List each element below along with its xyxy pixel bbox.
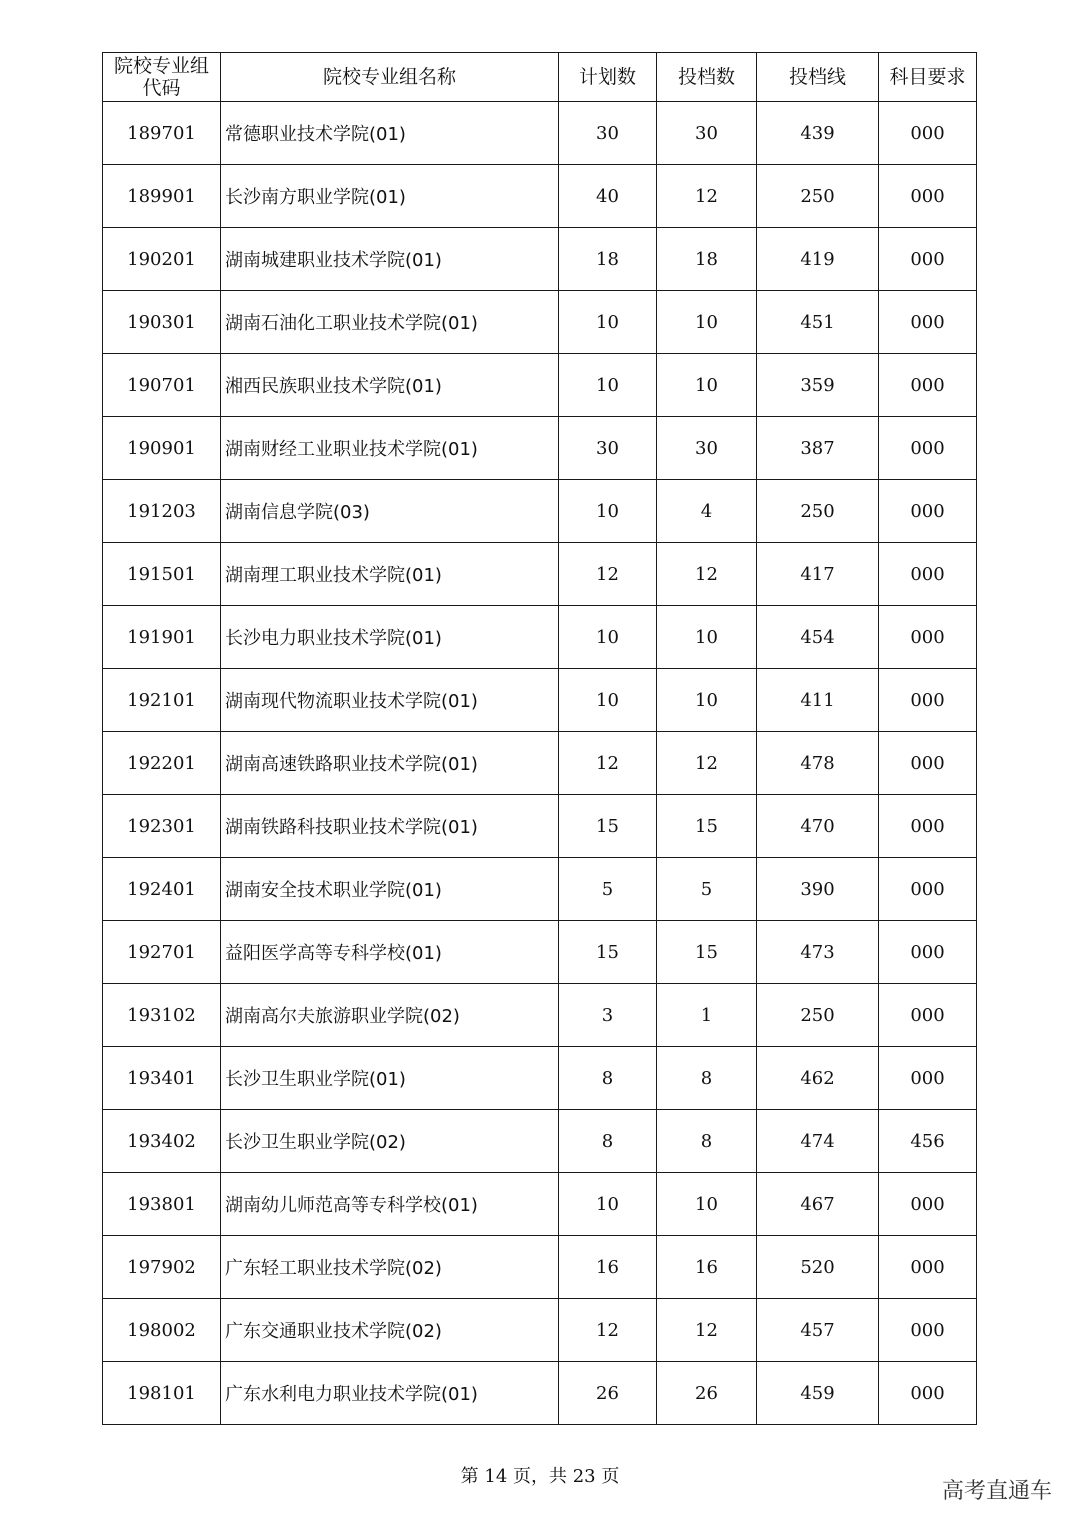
- cell-group-name: 广东水利电力职业技术学院(01): [221, 1362, 559, 1425]
- table-row: [103, 1110, 977, 1173]
- cell-plan-count: 10: [559, 480, 657, 543]
- cell-subject-requirement: 000: [879, 291, 977, 354]
- cell-admitted-count: 10: [657, 1173, 757, 1236]
- cell-admitted-count: 18: [657, 228, 757, 291]
- cell-group-name: 长沙卫生职业学院(01): [221, 1047, 559, 1110]
- cell-subject-requirement: 000: [879, 480, 977, 543]
- cell-group-code: 192101: [103, 669, 221, 732]
- cell-admitted-count: 12: [657, 1299, 757, 1362]
- cell-group-code: 190201: [103, 228, 221, 291]
- cell-cutoff-score: 250: [757, 165, 879, 228]
- table-row: [103, 669, 977, 732]
- table-row: [103, 984, 977, 1047]
- cell-cutoff-score: 411: [757, 669, 879, 732]
- cell-cutoff-score: 390: [757, 858, 879, 921]
- table-row: [103, 354, 977, 417]
- cell-subject-requirement: 000: [879, 1299, 977, 1362]
- cell-subject-requirement: 000: [879, 543, 977, 606]
- table-row: [103, 1173, 977, 1236]
- cell-plan-count: 8: [559, 1047, 657, 1110]
- cell-group-code: 193401: [103, 1047, 221, 1110]
- cell-group-code: 193402: [103, 1110, 221, 1173]
- cell-group-name: 广东交通职业技术学院(02): [221, 1299, 559, 1362]
- table-header-row: [103, 53, 977, 102]
- cell-group-code: 198002: [103, 1299, 221, 1362]
- cell-group-code: 193102: [103, 984, 221, 1047]
- cell-admitted-count: 10: [657, 291, 757, 354]
- cell-plan-count: 3: [559, 984, 657, 1047]
- cell-subject-requirement: 000: [879, 1362, 977, 1425]
- cell-group-code: 193801: [103, 1173, 221, 1236]
- cell-plan-count: 30: [559, 417, 657, 480]
- cell-plan-count: 8: [559, 1110, 657, 1173]
- header-plan-count: 计划数: [559, 53, 657, 102]
- cell-admitted-count: 5: [657, 858, 757, 921]
- cell-admitted-count: 30: [657, 102, 757, 165]
- table-row: [103, 417, 977, 480]
- cell-plan-count: 18: [559, 228, 657, 291]
- cell-group-code: 191203: [103, 480, 221, 543]
- cell-cutoff-score: 474: [757, 1110, 879, 1173]
- cell-subject-requirement: 000: [879, 858, 977, 921]
- cell-admitted-count: 30: [657, 417, 757, 480]
- cell-group-code: 197902: [103, 1236, 221, 1299]
- cell-group-name: 广东轻工职业技术学院(02): [221, 1236, 559, 1299]
- cell-plan-count: 16: [559, 1236, 657, 1299]
- cell-subject-requirement: 000: [879, 354, 977, 417]
- cell-group-name: 湖南幼儿师范高等专科学校(01): [221, 1173, 559, 1236]
- cell-group-name: 湖南石油化工职业技术学院(01): [221, 291, 559, 354]
- cell-group-code: 198101: [103, 1362, 221, 1425]
- cell-group-code: 192401: [103, 858, 221, 921]
- cell-cutoff-score: 478: [757, 732, 879, 795]
- cell-group-name: 湖南信息学院(03): [221, 480, 559, 543]
- cell-admitted-count: 10: [657, 606, 757, 669]
- cell-plan-count: 40: [559, 165, 657, 228]
- header-group-name: 院校专业组名称: [221, 53, 559, 102]
- table-row: [103, 102, 977, 165]
- cell-cutoff-score: 457: [757, 1299, 879, 1362]
- cell-group-code: 191901: [103, 606, 221, 669]
- cell-subject-requirement: 000: [879, 417, 977, 480]
- cell-cutoff-score: 467: [757, 1173, 879, 1236]
- cell-group-name: 益阳医学高等专科学校(01): [221, 921, 559, 984]
- cell-admitted-count: 15: [657, 921, 757, 984]
- cell-group-name: 湖南现代物流职业技术学院(01): [221, 669, 559, 732]
- cell-group-name: 湘西民族职业技术学院(01): [221, 354, 559, 417]
- cell-admitted-count: 26: [657, 1362, 757, 1425]
- cell-cutoff-score: 473: [757, 921, 879, 984]
- cell-admitted-count: 12: [657, 165, 757, 228]
- cell-group-code: 189901: [103, 165, 221, 228]
- cell-admitted-count: 10: [657, 669, 757, 732]
- cell-plan-count: 10: [559, 669, 657, 732]
- cell-cutoff-score: 459: [757, 1362, 879, 1425]
- cell-group-code: 189701: [103, 102, 221, 165]
- admission-table: [102, 52, 977, 1425]
- cell-plan-count: 12: [559, 732, 657, 795]
- table-row: [103, 543, 977, 606]
- cell-group-name: 长沙电力职业技术学院(01): [221, 606, 559, 669]
- cell-plan-count: 12: [559, 543, 657, 606]
- cell-admitted-count: 8: [657, 1047, 757, 1110]
- cell-group-name: 湖南财经工业职业技术学院(01): [221, 417, 559, 480]
- cell-subject-requirement: 456: [879, 1110, 977, 1173]
- cell-admitted-count: 16: [657, 1236, 757, 1299]
- cell-group-code: 190701: [103, 354, 221, 417]
- cell-admitted-count: 1: [657, 984, 757, 1047]
- cell-plan-count: 12: [559, 1299, 657, 1362]
- cell-admitted-count: 8: [657, 1110, 757, 1173]
- cell-group-name: 湖南高速铁路职业技术学院(01): [221, 732, 559, 795]
- cell-group-code: 192201: [103, 732, 221, 795]
- cell-cutoff-score: 359: [757, 354, 879, 417]
- cell-subject-requirement: 000: [879, 795, 977, 858]
- cell-plan-count: 15: [559, 795, 657, 858]
- cell-subject-requirement: 000: [879, 165, 977, 228]
- cell-subject-requirement: 000: [879, 921, 977, 984]
- cell-group-code: 192701: [103, 921, 221, 984]
- table-row: [103, 921, 977, 984]
- table-row: [103, 732, 977, 795]
- cell-plan-count: 15: [559, 921, 657, 984]
- table-body: [103, 102, 977, 1425]
- header-subject-requirement: 科目要求: [879, 53, 977, 102]
- header-cutoff-score: 投档线: [757, 53, 879, 102]
- cell-group-name: 湖南安全技术职业学院(01): [221, 858, 559, 921]
- cell-subject-requirement: 000: [879, 984, 977, 1047]
- cell-subject-requirement: 000: [879, 1236, 977, 1299]
- table-row: [103, 606, 977, 669]
- cell-cutoff-score: 439: [757, 102, 879, 165]
- cell-cutoff-score: 520: [757, 1236, 879, 1299]
- cell-group-code: 192301: [103, 795, 221, 858]
- watermark-text: 高考直通车: [941, 1479, 1052, 1504]
- table-row: [103, 1299, 977, 1362]
- cell-plan-count: 30: [559, 102, 657, 165]
- table-row: [103, 1047, 977, 1110]
- cell-group-name: 湖南铁路科技职业技术学院(01): [221, 795, 559, 858]
- cell-group-code: 190901: [103, 417, 221, 480]
- cell-plan-count: 10: [559, 354, 657, 417]
- cell-plan-count: 10: [559, 606, 657, 669]
- cell-admitted-count: 12: [657, 543, 757, 606]
- cell-subject-requirement: 000: [879, 102, 977, 165]
- cell-cutoff-score: 250: [757, 480, 879, 543]
- cell-plan-count: 26: [559, 1362, 657, 1425]
- cell-subject-requirement: 000: [879, 606, 977, 669]
- cell-admitted-count: 4: [657, 480, 757, 543]
- table-row: [103, 1362, 977, 1425]
- cell-subject-requirement: 000: [879, 732, 977, 795]
- header-group-code: 院校专业组代码: [103, 53, 221, 102]
- cell-cutoff-score: 462: [757, 1047, 879, 1110]
- cell-cutoff-score: 419: [757, 228, 879, 291]
- cell-plan-count: 5: [559, 858, 657, 921]
- cell-admitted-count: 15: [657, 795, 757, 858]
- cell-group-name: 湖南高尔夫旅游职业学院(02): [221, 984, 559, 1047]
- cell-plan-count: 10: [559, 291, 657, 354]
- cell-subject-requirement: 000: [879, 228, 977, 291]
- cell-admitted-count: 12: [657, 732, 757, 795]
- cell-admitted-count: 10: [657, 354, 757, 417]
- cell-cutoff-score: 387: [757, 417, 879, 480]
- table-row: [103, 858, 977, 921]
- cell-group-code: 191501: [103, 543, 221, 606]
- table-row: [103, 291, 977, 354]
- cell-group-name: 湖南城建职业技术学院(01): [221, 228, 559, 291]
- cell-plan-count: 10: [559, 1173, 657, 1236]
- cell-group-name: 常德职业技术学院(01): [221, 102, 559, 165]
- table-row: [103, 795, 977, 858]
- cell-subject-requirement: 000: [879, 669, 977, 732]
- cell-cutoff-score: 417: [757, 543, 879, 606]
- cell-group-code: 190301: [103, 291, 221, 354]
- cell-subject-requirement: 000: [879, 1047, 977, 1110]
- table-row: [103, 480, 977, 543]
- cell-cutoff-score: 451: [757, 291, 879, 354]
- cell-cutoff-score: 454: [757, 606, 879, 669]
- cell-group-name: 湖南理工职业技术学院(01): [221, 543, 559, 606]
- cell-group-name: 长沙南方职业学院(01): [221, 165, 559, 228]
- table-row: [103, 228, 977, 291]
- cell-group-name: 长沙卫生职业学院(02): [221, 1110, 559, 1173]
- cell-subject-requirement: 000: [879, 1173, 977, 1236]
- header-admitted-count: 投档数: [657, 53, 757, 102]
- cell-cutoff-score: 250: [757, 984, 879, 1047]
- table-row: [103, 1236, 977, 1299]
- page-number: 第 14 页，共 23 页: [460, 1466, 620, 1487]
- cell-cutoff-score: 470: [757, 795, 879, 858]
- table-row: [103, 165, 977, 228]
